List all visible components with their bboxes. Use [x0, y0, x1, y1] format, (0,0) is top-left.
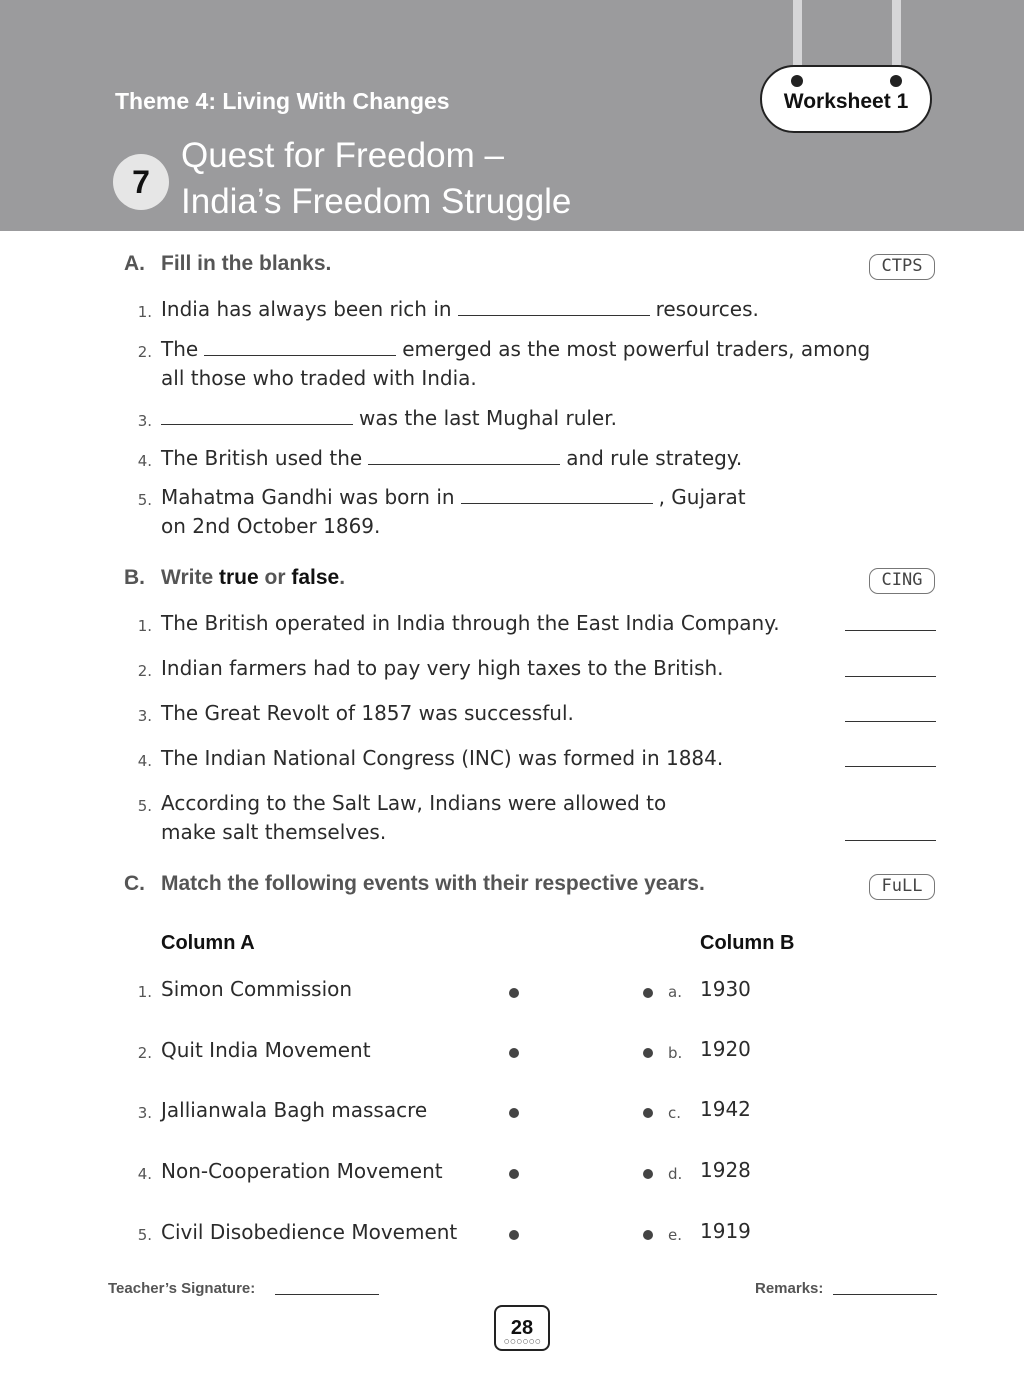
- a-item-4-text-after: and rule strategy.: [566, 446, 743, 470]
- chapter-title-line-1: Quest for Freedom –: [181, 136, 504, 175]
- c-option-b-dot[interactable]: [643, 1048, 653, 1058]
- a-item-2-line-2: all those who traded with India.: [161, 366, 477, 390]
- b-item-2-answer-blank[interactable]: [845, 676, 936, 677]
- c-option-d-dot[interactable]: [643, 1169, 653, 1179]
- a-item-5-line-2: on 2nd October 1869.: [161, 514, 381, 538]
- a-item-1-blank[interactable]: [458, 314, 650, 316]
- a-item-3-text-after: was the last Mughal ruler.: [359, 406, 617, 430]
- c-item-1-dot-left[interactable]: [509, 988, 519, 998]
- remarks-line[interactable]: [833, 1294, 937, 1295]
- c-option-b-letter: b.: [668, 1044, 683, 1062]
- c-item-4-number: 4.: [137, 1165, 152, 1183]
- section-b-title-dot: .: [339, 566, 346, 589]
- c-option-d-letter: d.: [668, 1165, 683, 1183]
- a-item-5-number: 5.: [137, 491, 152, 509]
- c-option-c-dot[interactable]: [643, 1108, 653, 1118]
- a-item-2-text-before: The: [161, 337, 199, 361]
- chapter-title: [181, 133, 571, 225]
- c-option-e-year: 1919: [700, 1219, 751, 1243]
- b-item-3-number: 3.: [137, 707, 152, 725]
- section-b-title-pre: Write: [161, 566, 219, 589]
- b-item-5-text: According to the Salt Law, Indians were allowed to: [161, 791, 667, 815]
- section-b-heading: [124, 566, 345, 590]
- c-option-e-dot[interactable]: [643, 1230, 653, 1240]
- page-number: 28: [510, 1317, 534, 1339]
- a-item-2: [161, 335, 870, 364]
- c-item-2-event: Quit India Movement: [161, 1038, 371, 1062]
- b-item-1-text: The British operated in India through the East India Company.: [161, 611, 780, 635]
- c-item-1-event: Simon Commission: [161, 977, 353, 1001]
- c-item-1-number: 1.: [137, 983, 152, 1001]
- a-item-1-text-after: resources.: [655, 297, 759, 321]
- section-b-title-true: true: [218, 566, 259, 589]
- c-option-a-year: 1930: [700, 977, 751, 1001]
- a-item-4-number: 4.: [137, 452, 152, 470]
- section-a-title: Fill in the blanks.: [161, 252, 332, 275]
- page-number-badge: [494, 1305, 550, 1351]
- section-a-letter: A.: [124, 252, 145, 275]
- c-item-2-number: 2.: [137, 1044, 152, 1062]
- b-item-2-text: Indian farmers had to pay very high taxes to the British.: [161, 656, 724, 680]
- c-item-5-event: Civil Disobedience Movement: [161, 1220, 458, 1244]
- theme-title: Theme 4: Living With Changes: [115, 88, 450, 114]
- b-item-4-text: The Indian National Congress (INC) was formed in 1884.: [161, 746, 724, 770]
- a-item-4: [161, 444, 742, 473]
- a-item-2-number: 2.: [137, 343, 152, 361]
- a-item-3: [161, 404, 617, 433]
- c-item-4-dot-left[interactable]: [509, 1169, 519, 1179]
- c-item-5-dot-left[interactable]: [509, 1230, 519, 1240]
- teacher-signature-line[interactable]: [275, 1294, 379, 1295]
- worksheet-label: Worksheet 1: [783, 90, 909, 113]
- b-item-4-answer-blank[interactable]: [845, 766, 936, 767]
- section-c-heading: [124, 872, 705, 896]
- tag-hole-right: [890, 75, 902, 87]
- section-a-badge: CTPS: [869, 254, 935, 280]
- section-b-title-false: false: [291, 566, 340, 589]
- a-item-5-blank[interactable]: [461, 502, 653, 504]
- a-item-3-number: 3.: [137, 412, 152, 430]
- section-c-title: Match the following events with their respective years.: [161, 872, 705, 895]
- b-item-5-answer-blank[interactable]: [845, 840, 936, 841]
- teacher-signature-label: Teacher’s Signature:: [108, 1280, 256, 1297]
- a-item-1-number: 1.: [137, 303, 152, 321]
- c-item-5-number: 5.: [137, 1226, 152, 1244]
- a-item-2-text-after: emerged as the most powerful traders, among: [402, 337, 871, 361]
- c-option-a-letter: a.: [668, 983, 682, 1001]
- section-b-title-or: or: [258, 566, 292, 589]
- remarks-label: Remarks:: [755, 1280, 824, 1297]
- a-item-5: [161, 483, 746, 512]
- section-b-letter: B.: [124, 566, 145, 589]
- a-item-5-text-after: , Gujarat: [658, 485, 746, 509]
- b-item-3-answer-blank[interactable]: [845, 721, 936, 722]
- column-b-heading: Column B: [700, 932, 795, 954]
- b-item-2-number: 2.: [137, 662, 152, 680]
- section-c-letter: C.: [124, 872, 145, 895]
- worksheet-tag: [760, 65, 932, 133]
- b-item-5-line-2: make salt themselves.: [161, 820, 387, 844]
- section-b-badge: CING: [869, 568, 935, 594]
- c-option-a-dot[interactable]: [643, 988, 653, 998]
- b-item-1-answer-blank[interactable]: [845, 630, 936, 631]
- c-item-3-event: Jallianwala Bagh massacre: [161, 1098, 428, 1122]
- c-option-c-year: 1942: [700, 1097, 751, 1121]
- b-item-1-number: 1.: [137, 617, 152, 635]
- c-item-3-number: 3.: [137, 1104, 152, 1122]
- column-a-heading: Column A: [161, 932, 255, 954]
- c-item-4-event: Non-Cooperation Movement: [161, 1159, 443, 1183]
- c-item-2-dot-left[interactable]: [509, 1048, 519, 1058]
- a-item-5-text-before: Mahatma Gandhi was born in: [161, 485, 455, 509]
- b-item-5-number: 5.: [137, 797, 152, 815]
- c-option-d-year: 1928: [700, 1158, 751, 1182]
- page-badge-dots: ○○○○○○: [504, 1338, 542, 1345]
- a-item-2-blank[interactable]: [204, 354, 396, 356]
- b-item-3-text: The Great Revolt of 1857 was successful.: [161, 701, 574, 725]
- a-item-4-text-before: The British used the: [161, 446, 363, 470]
- a-item-1-text-before: India has always been rich in: [161, 297, 452, 321]
- a-item-4-blank[interactable]: [368, 463, 560, 465]
- c-option-e-letter: e.: [668, 1226, 682, 1244]
- c-item-3-dot-left[interactable]: [509, 1108, 519, 1118]
- section-a-heading: [124, 252, 331, 276]
- b-item-4-number: 4.: [137, 752, 152, 770]
- tag-hole-left: [791, 75, 803, 87]
- a-item-1: [161, 295, 759, 324]
- a-item-3-blank[interactable]: [161, 423, 353, 425]
- chapter-number: 7: [113, 154, 169, 210]
- c-option-c-letter: c.: [668, 1104, 682, 1122]
- section-c-badge: FuLL: [869, 874, 935, 900]
- c-option-b-year: 1920: [700, 1037, 751, 1061]
- chapter-title-line-2: India’s Freedom Struggle: [181, 182, 572, 221]
